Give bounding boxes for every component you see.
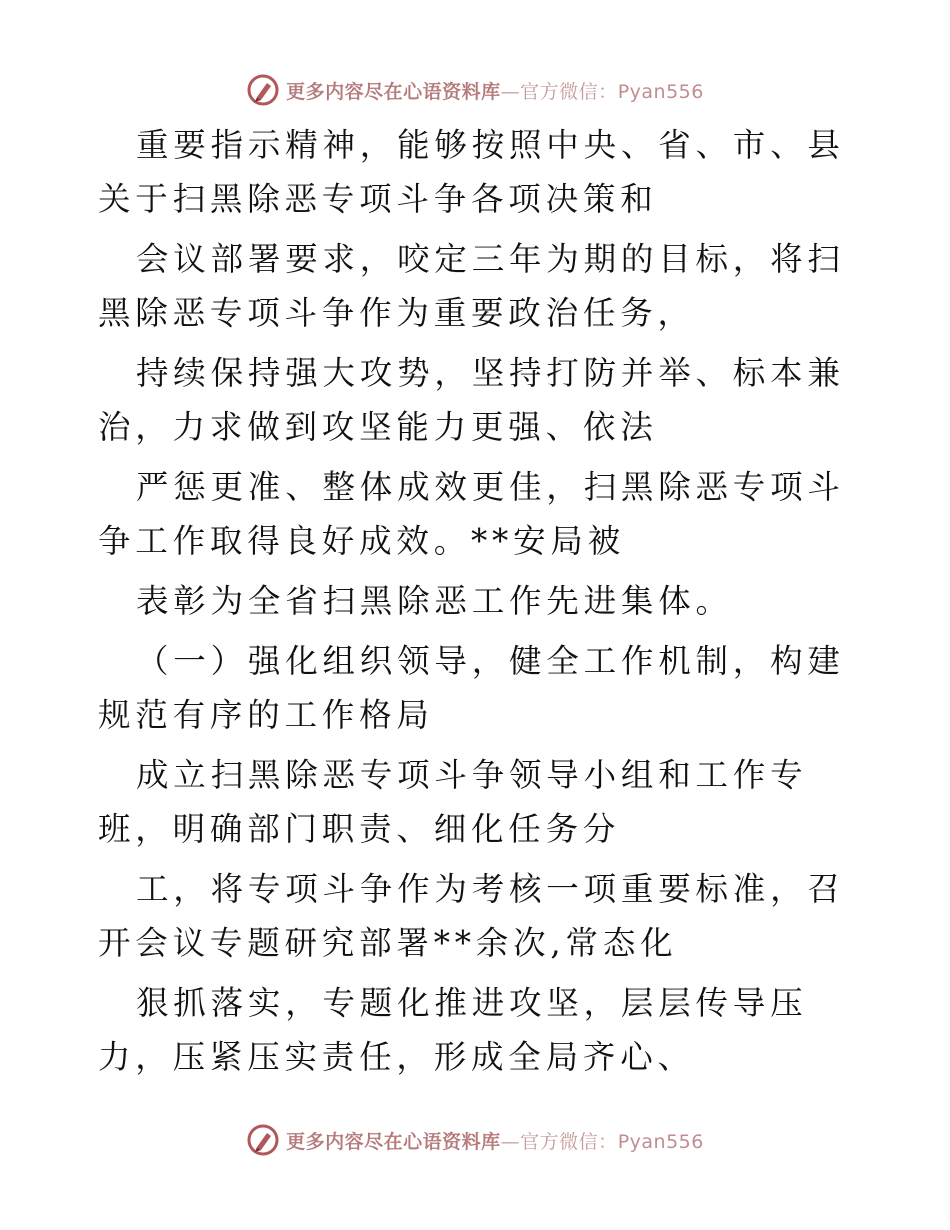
watermark-account: Pyan556 (617, 80, 704, 103)
watermark-suffix: 官方微信： (520, 80, 618, 103)
paragraph: 重要指示精神，能够按照中央、省、市、县关于扫黑除恶专项斗争各项决策和 (98, 126, 845, 218)
header-watermark (0, 70, 950, 110)
watermark-separator: — (500, 80, 521, 103)
watermark-separator: — (500, 1130, 521, 1153)
section-heading: （一）强化组织领导，健全工作机制，构建规范有序的工作格局 (98, 642, 845, 734)
pen-nib-logo-icon (246, 1123, 280, 1157)
document-body (98, 118, 858, 1090)
paragraph: 狠抓落实，专题化推进攻坚，层层传导压力，压紧压实责任，形成全局齐心、 (98, 984, 808, 1076)
paragraph: 成立扫黑除恶专项斗争领导小组和工作专班，明确部门职责、细化任务分 (98, 756, 808, 848)
paragraph: 会议部署要求，咬定三年为期的目标，将扫黑除恶专项斗争作为重要政治任务， (98, 240, 845, 332)
watermark-text (286, 1127, 704, 1154)
paragraph: 持续保持强大攻势，坚持打防并举、标本兼治，力求做到攻坚能力更强、依法 (98, 354, 845, 446)
watermark-account: Pyan556 (617, 1130, 704, 1153)
footer-watermark (0, 1120, 950, 1160)
paragraph: 表彰为全省扫黑除恶工作先进集体。 (136, 582, 733, 620)
watermark-text (286, 77, 704, 104)
paragraph: 严惩更准、整体成效更佳，扫黑除恶专项斗争工作取得良好成效。**安局被 (98, 468, 845, 560)
paragraph: 工，将专项斗争作为考核一项重要标准，召开会议专题研究部署**余次,常态化 (98, 870, 845, 962)
watermark-site: 更多内容尽在心语资料库 (286, 1130, 501, 1153)
watermark-site: 更多内容尽在心语资料库 (286, 80, 501, 103)
watermark-suffix: 官方微信： (520, 1130, 618, 1153)
pen-nib-logo-icon (246, 73, 280, 107)
